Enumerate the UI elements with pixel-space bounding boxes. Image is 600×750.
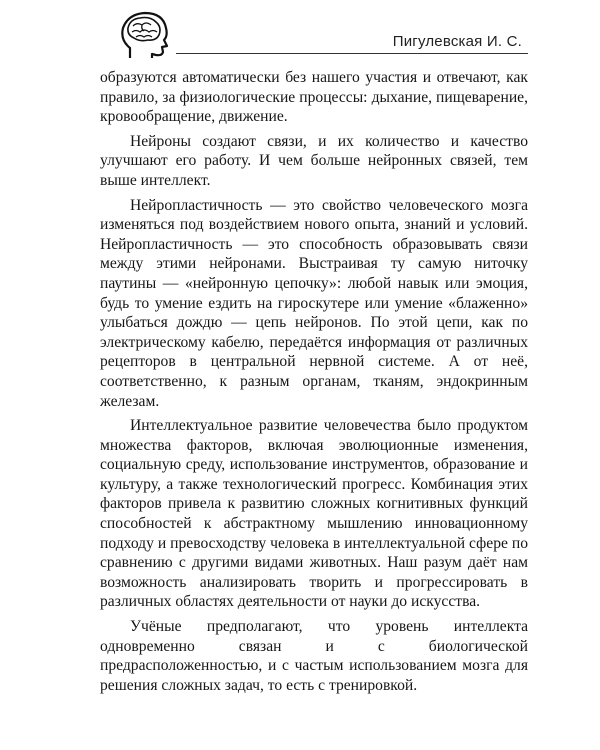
header-rule: [176, 53, 528, 54]
paragraph: Интеллектуальное развитие человечества было продуктом множества факторов, включая эволюционные изменения, социальную среду, использование инструментов, образование и культуру, а также технологический прогресс. Комбинация этих факторов привела к развитию сложных когнитивных функций способностей к абстрактному мышлению инновационному подходу и превосходству человека в интеллектуальной сфере по сравнению с другими видами животных. Наш разум даёт нам возможность анализировать творить и прогрессировать в различных областях деятельности от науки до искусства.: [100, 417, 528, 611]
paragraph-continued: образуются автоматически без нашего участия и отвечают, как правило, за физиологические процессы: дыхание, пищеварение, кровообращение, движение.: [100, 69, 528, 126]
paragraph: Учёные предполагают, что уровень интеллекта одновременно связан и с биологической предрасположенностью, и с частым использованием мозга для решения сложных задач, то есть с тренировкой.: [100, 618, 528, 694]
paragraph: Нейропластичность — это свойство человеческого мозга изменяться под воздействием нового опыта, знаний и условий. Нейропластичность — это способность образовывать связи между этими нейронами. Выстраивая ту самую ниточку паутины — «нейронную цепочку»: любой навык или эмоция, будь то умение ездить на гироскутере или умение «блаженно» улыбаться дождю — цепь нейронов. По этой цепи, как по электрическому кабелю, передаётся информация от различных рецепторов в центральной нервной системе. А от неё, соответственно, к разным органам, тканям, эндокринным железам.: [100, 196, 528, 410]
body-text: [100, 68, 528, 700]
head-brain-icon: [116, 10, 174, 62]
running-head-author: Пигулевская И. С.: [392, 33, 522, 50]
paragraph: Нейроны создают связи, и их количество и качество улучшают его работу. И чем больше нейронных связей, тем выше интеллект.: [100, 132, 528, 189]
